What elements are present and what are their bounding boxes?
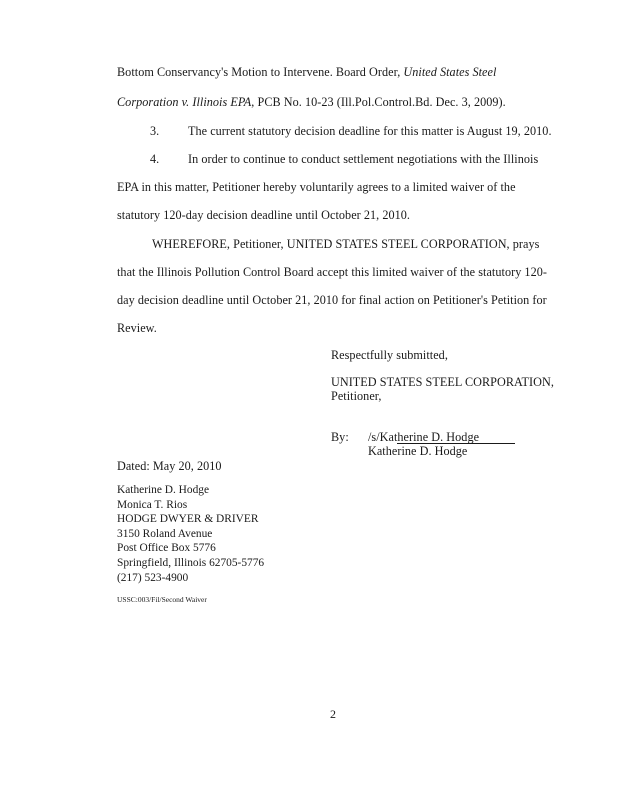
counsel-block	[117, 483, 264, 585]
counsel-line: Monica T. Rios	[117, 498, 188, 511]
paragraph-4-text: In order to continue to conduct settlement negotiations with the Illinois	[188, 152, 539, 166]
case-name-part-2: Corporation v. Illinois EPA	[117, 95, 252, 109]
paragraph-4-line-3: statutory 120-day decision deadline until October 21, 2010.	[117, 208, 411, 222]
signer-name: Katherine D. Hodge	[368, 444, 468, 458]
paragraph-3-number: 3.	[150, 124, 160, 138]
page-number: 2	[330, 707, 336, 721]
wherefore-line-3: day decision deadline until October 21, 2010 for final action on Petitioner's Petition for	[117, 293, 547, 307]
file-reference: USSC:003/Fil/Second Waiver	[117, 595, 207, 604]
counsel-line: Post Office Box 5776	[117, 542, 216, 555]
body-line-2: Corporation v. Illinois EPA, PCB No. 10-23 (Ill.Pol.Control.Bd. Dec. 3, 2009).	[117, 95, 506, 109]
counsel-line: (217) 523-4900	[117, 571, 189, 584]
paragraph-3-text: The current statutory decision deadline for this matter is August 19, 2010.	[188, 124, 552, 138]
counsel-line: 3150 Roland Avenue	[117, 527, 213, 540]
dated-line: Dated: May 20, 2010	[117, 459, 222, 473]
counsel-line: Springfield, Illinois 62705-5776	[117, 556, 265, 569]
wherefore-line-1: WHEREFORE, Petitioner, UNITED STATES STEEL CORPORATION, prays	[152, 237, 540, 251]
petitioner-role: Petitioner,	[331, 389, 382, 403]
respectfully-submitted: Respectfully submitted,	[331, 348, 448, 362]
wherefore-line-2: that the Illinois Pollution Control Board accept this limited waiver of the statutory 120-	[117, 265, 547, 279]
electronic-signature: /s/Katherine D. Hodge	[368, 430, 480, 444]
paragraph-4-line-2: EPA in this matter, Petitioner hereby voluntarily agrees to a limited waiver of the	[117, 180, 516, 194]
by-label: By:	[331, 430, 349, 444]
wherefore-line-4: Review.	[117, 321, 157, 335]
paragraph-4-number: 4.	[150, 152, 160, 166]
counsel-line: Katherine D. Hodge	[117, 484, 210, 496]
company-name: UNITED STATES STEEL CORPORATION,	[331, 375, 554, 389]
counsel-line: HODGE DWYER & DRIVER	[117, 513, 259, 526]
body-line-1: Bottom Conservancy's Motion to Intervene. Board Order, United States Steel	[117, 65, 497, 79]
case-name-part-1: United States Steel	[403, 65, 497, 79]
